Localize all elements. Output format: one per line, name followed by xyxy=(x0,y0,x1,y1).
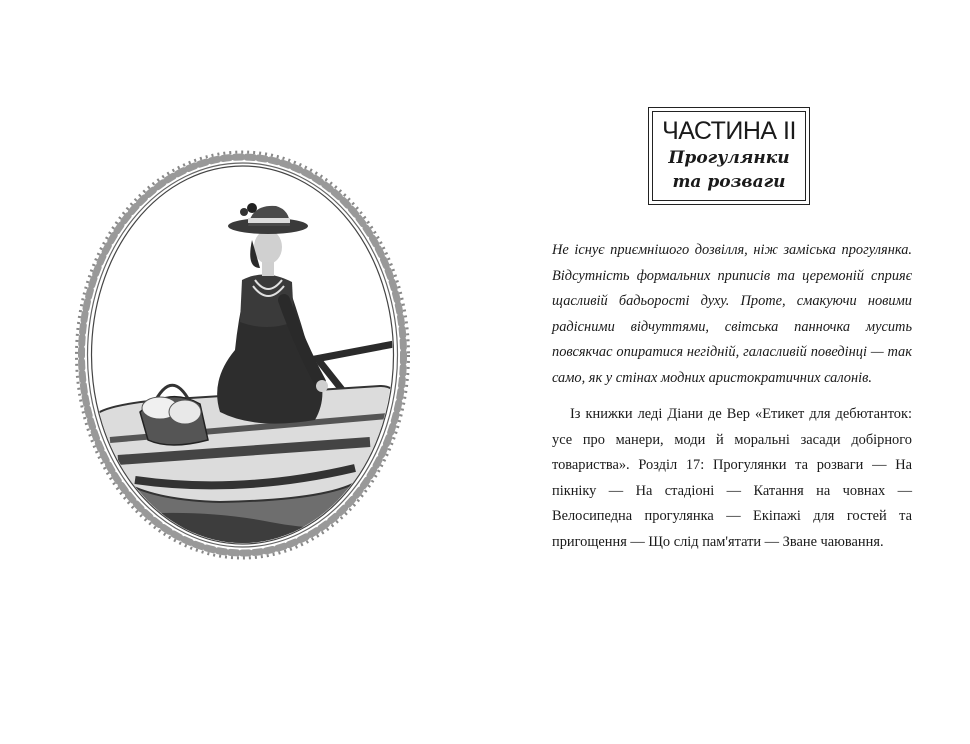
illustration xyxy=(70,150,415,560)
source-citation-paragraph: Із книжки леді Діани де Вер «Етикет для дебютанток: усе про манери, моди й моральні засади добірного товариства». Розділ 17: Прогулянки та розваги — На пікніку — На стадіоні — Катання на човнах — Велосипедна прогулянка — Екіпажі для гостей та пригощення — Що слід пам'ятати — Зване чаювання. xyxy=(552,406,912,550)
chapter-title-line-2: та розваги xyxy=(672,172,786,192)
epigraph-paragraph: Не існує приємнішого дозвілля, ніж заміська прогулянка. Відсутність формальних приписів та церемоній сприяє щасливій бадьорості духу. Проте, смакуючи новими радісними відчуттями, світська панночка мусить повсякчас опиратися негідній, галасливій поведінці — так само, як у стінах модних аристократичних салонів. xyxy=(552,242,912,386)
chapter-heading-box xyxy=(648,107,810,205)
chapter-title-line-1: Прогулянки xyxy=(668,148,790,168)
chapter-part-number: ЧАСТИНА II xyxy=(662,117,796,145)
oval-illustration xyxy=(70,150,415,560)
